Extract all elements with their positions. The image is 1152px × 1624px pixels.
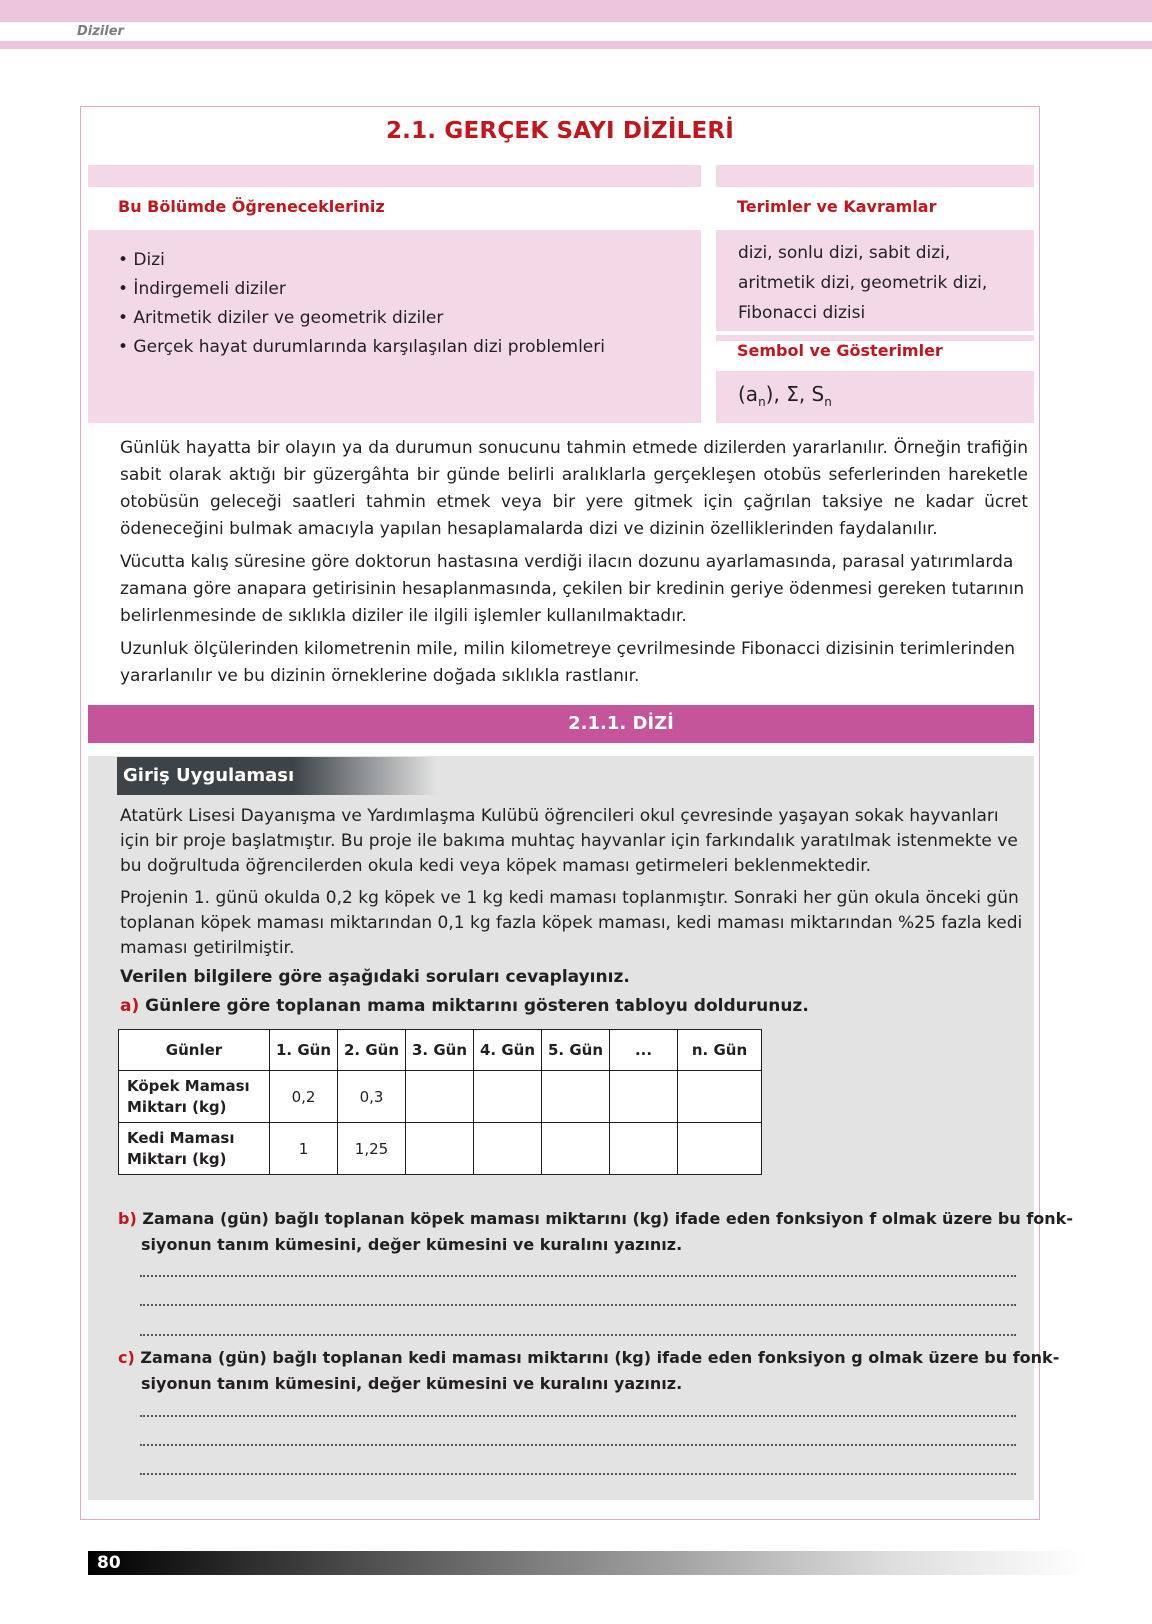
symbols-notation (738, 382, 832, 409)
table-cell[interactable] (474, 1071, 542, 1123)
table-cell[interactable] (678, 1071, 762, 1123)
table-header-cell: Günler (119, 1030, 270, 1071)
top-band (0, 0, 1152, 22)
symbol-subscript: n (758, 395, 766, 409)
answer-line[interactable] (140, 1473, 1016, 1475)
table-cell: 1,25 (338, 1123, 406, 1175)
subsection-bar (88, 705, 1034, 743)
learn-item: • İndirgemeli diziler (118, 279, 286, 299)
table-cell[interactable] (542, 1071, 610, 1123)
table-header-row (119, 1030, 762, 1071)
terms-heading: Terimler ve Kavramlar (737, 197, 937, 216)
paragraph-3: Uzunluk ölçülerinden kilometrenin mile, milin kilometreye çevrilmesinde Fibonacci dizisinin terimlerinden yararlanılır ve bu dizinin örneklerine doğada sıklıkla rastlanır. (120, 639, 1015, 686)
row-label (119, 1123, 270, 1175)
answer-line[interactable] (140, 1444, 1016, 1446)
table-cell: 1 (270, 1123, 338, 1175)
intro-tab (117, 757, 437, 795)
question-text: Günlere göre toplanan mama miktarını gösteren tabloyu doldurunuz. (145, 996, 809, 1016)
terms-line: aritmetik dizi, geometrik dizi, (738, 273, 988, 293)
row-label-line: Miktarı (kg) (127, 1149, 227, 1168)
row-label-line: Miktarı (kg) (127, 1097, 227, 1116)
row-label-line: Kedi Maması (127, 1128, 235, 1147)
table-row (119, 1123, 762, 1175)
table-header-cell: n. Gün (678, 1030, 762, 1071)
question-c-line2: siyonun tanım kümesini, değer kümesini ve kuralını yazınız. (141, 1374, 683, 1393)
table-header-cell: 2. Gün (338, 1030, 406, 1071)
question-b (118, 1206, 1073, 1232)
learn-item: • Dizi (118, 250, 165, 270)
question-a (120, 993, 809, 1019)
learn-item: • Aritmetik diziler ve geometrik diziler (118, 308, 444, 328)
table-cell[interactable] (406, 1123, 474, 1175)
question-c (118, 1345, 1059, 1371)
row-label (119, 1071, 270, 1123)
intro-paragraph-1: Atatürk Lisesi Dayanışma ve Yardımlaşma Kulübü öğrencileri okul çevresinde yaşayan sokak hayvanları için bir proje başlatmıştır. Bu proje ile bakıma muhtaç hayvanlar için farkındalık yaratılmak istenmekte ve bu doğrultuda öğrencilerden okula kedi veya köpek maması getirmeleri beklenmektedir. (120, 806, 1018, 876)
question-text: Zamana (gün) bağlı toplanan kedi maması miktarını (kg) ifade eden fonksiyon g olmak üzere bu fonk- (140, 1348, 1060, 1367)
answer-line[interactable] (140, 1415, 1016, 1417)
question-text: Zamana (gün) bağlı toplanan köpek maması miktarını (kg) ifade eden fonksiyon f olmak üzere bu fonk- (142, 1209, 1073, 1228)
terms-line: dizi, sonlu dizi, sabit dizi, (738, 243, 951, 263)
symbol-an: (a (738, 382, 759, 406)
symbol-subscript: n (824, 395, 832, 409)
table-cell[interactable] (474, 1123, 542, 1175)
table-row (119, 1071, 762, 1123)
section-title: 2.1. GERÇEK SAYI DİZİLERİ (385, 118, 735, 144)
terms-panel-top-strip (716, 165, 1034, 187)
table-cell[interactable] (610, 1071, 678, 1123)
answer-line[interactable] (140, 1334, 1016, 1336)
paragraph-1: Günlük hayatta bir olayın ya da durumun sonucunu tahmin etmede dizilerden yararlanılır. Örneğin trafiğin sabit olarak aktığı bir güzergâhta bir günde belirli aralıklarla gerçekleşen otobüs seferlerinden hareketle otobüsün geleceği saatleri tahmin etmek veya bir yere gitmek için çağrılan taksiye ne kadar ücret ödeneceğini bulmak amacıyla yapılan hesaplamalarda dizi ve dizinin özelliklerinden faydalanılır. (120, 438, 1028, 539)
learn-panel-top-strip (88, 165, 701, 187)
table-header-cell: ... (610, 1030, 678, 1071)
table-header-cell: 5. Gün (542, 1030, 610, 1071)
subsection-title: 2.1.1. DİZİ (568, 713, 674, 734)
symbols-heading: Sembol ve Gösterimler (737, 341, 943, 360)
terms-line: Fibonacci dizisi (738, 303, 866, 323)
question-letter: b) (118, 1209, 137, 1228)
question-b-line2: siyonun tanım kümesini, değer kümesini ve kuralını yazınız. (141, 1235, 683, 1254)
page-number: 80 (97, 1553, 121, 1573)
paragraph-2: Vücutta kalış süresine göre doktorun hastasına verdiği ilacın dozunu ayarlamasında, parasal yatırımlarda zamana göre anapara getirisinin hesaplanmasında, çekilen bir kredinin geriye ödenmesi gereken tutarının belirlenmesinde de sıklıkla diziler ile ilgili işlemler kullanılmaktadır. (120, 552, 1025, 626)
learn-item: • Gerçek hayat durumlarında karşılaşılan dizi problemleri (118, 337, 605, 357)
symbol-sigma-s: ), Σ, S (765, 382, 825, 406)
table-cell[interactable] (678, 1123, 762, 1175)
table-cell[interactable] (542, 1123, 610, 1175)
learn-heading: Bu Bölümde Öğrenecekleriniz (118, 197, 385, 216)
table-cell[interactable] (610, 1123, 678, 1175)
row-label-line: Köpek Maması (127, 1076, 250, 1095)
question-letter: c) (118, 1348, 135, 1367)
question-letter: a) (120, 996, 140, 1016)
top-rule (0, 41, 1152, 49)
food-table (118, 1029, 762, 1175)
terms-list (738, 238, 987, 328)
table-cell: 0,3 (338, 1071, 406, 1123)
table-header-cell: 4. Gün (474, 1030, 542, 1071)
footer-bar (88, 1551, 1088, 1575)
table-header-cell: 1. Gün (270, 1030, 338, 1071)
answer-line[interactable] (140, 1304, 1016, 1306)
running-head: Diziler (77, 24, 124, 39)
table-header-cell: 3. Gün (406, 1030, 474, 1071)
intro-tab-label: Giriş Uygulaması (123, 765, 295, 786)
intro-paragraph-2: Projenin 1. günü okulda 0,2 kg köpek ve 1 kg kedi maması toplanmıştır. Sonraki her gün okula önceki gün toplanan köpek maması miktarından 0,1 kg fazla köpek maması, kedi maması miktarından %25 fazla kedi maması getirilmiştir. (120, 888, 1023, 958)
table-cell[interactable] (406, 1071, 474, 1123)
learn-list (118, 246, 605, 362)
instruction: Verilen bilgilere göre aşağıdaki soruları cevaplayınız. (120, 967, 630, 987)
answer-line[interactable] (140, 1275, 1016, 1277)
table-cell: 0,2 (270, 1071, 338, 1123)
